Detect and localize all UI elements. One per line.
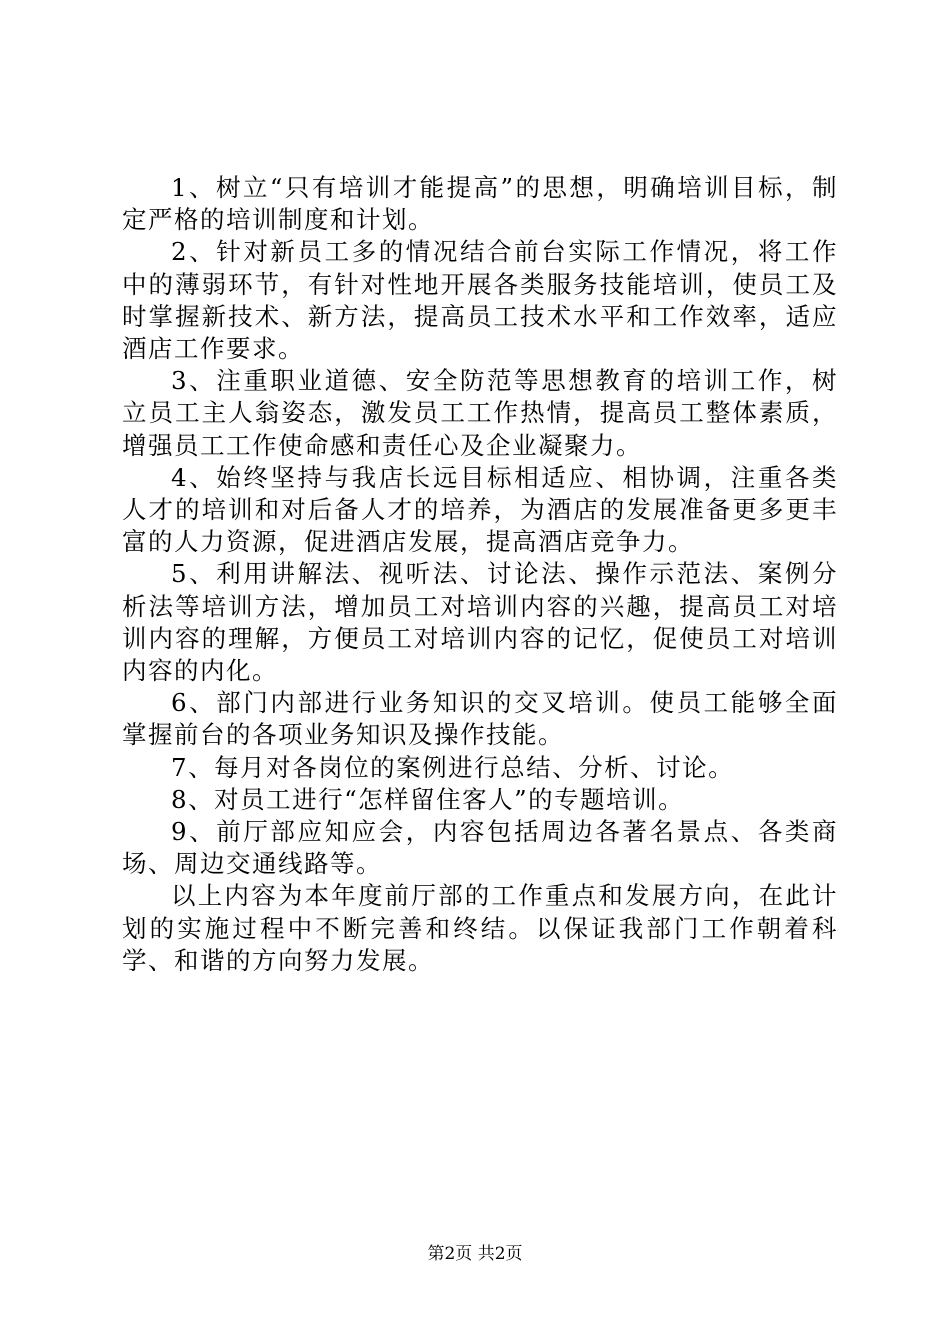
paragraph-4: 4、始终坚持与我店长远目标相适应、相协调，注重各类人才的培训和对后备人才的培养，为酒店的发展准备更多更丰富的人力资源，促进酒店发展，提高酒店竞争力。: [122, 462, 838, 557]
document-body: [122, 172, 838, 977]
paragraph-1: 1、树立“只有培训才能提高”的思想，明确培训目标，制定严格的培训制度和计划。: [122, 173, 838, 235]
page-number-footer: 第2页 共2页: [427, 1244, 523, 1264]
paragraph-7: 7、每月对各岗位的案例进行总结、分析、讨论。: [171, 752, 735, 782]
paragraph-9: 9、前厅部应知应会，内容包括周边各著名景点、各类商场、周边交通线路等。: [122, 817, 838, 879]
paragraph-3: 3、注重职业道德、安全防范等思想教育的培训工作，树立员工主人翁姿态，激发员工工作热情，提高员工整体素质，增强员工工作使命感和责任心及企业凝聚力。: [122, 366, 838, 460]
paragraph-8: 8、对员工进行“怎样留住客人”的专题培训。: [171, 784, 685, 814]
paragraph-2: 2、针对新员工多的情况结合前台实际工作情况，将工作中的薄弱环节，有针对性地开展各类服务技能培训，使员工及时掌握新技术、新方法，提高员工技术水平和工作效率，适应酒店工作要求。: [122, 237, 838, 364]
paragraph-summary: 以上内容为本年度前厅部的工作重点和发展方向，在此计划的实施过程中不断完善和终结。以保证我部门工作朝着科学、和谐的方向努力发展。: [122, 881, 838, 975]
paragraph-5: 5、利用讲解法、视听法、讨论法、操作示范法、案例分析法等培训方法，增加员工对培训内容的兴趣，提高员工对培训内容的理解，方便员工对培训内容的记忆，促使员工对培训内容的内化。: [122, 559, 838, 686]
paragraph-6: 6、部门内部进行业务知识的交叉培训。使员工能够全面掌握前台的各项业务知识及操作技能。: [122, 688, 838, 750]
